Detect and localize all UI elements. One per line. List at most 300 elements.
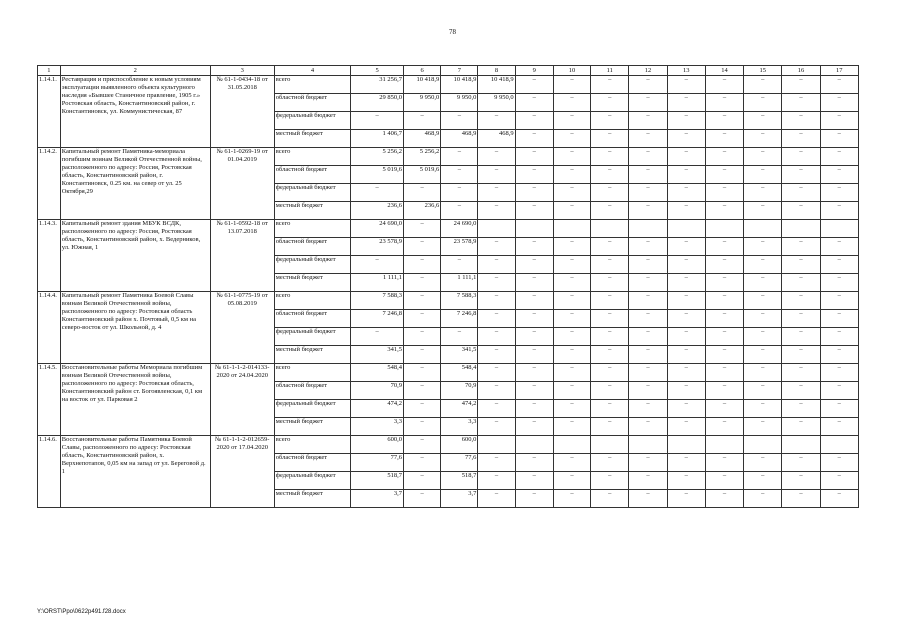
amount-cell: – — [403, 256, 440, 274]
amount-cell: 10 418,9 — [403, 76, 440, 94]
amount-cell: – — [667, 238, 705, 256]
column-number: 16 — [782, 66, 820, 76]
amount-cell: – — [478, 454, 515, 472]
amount-cell: 5 019,6 — [351, 166, 404, 184]
amount-cell — [515, 436, 553, 454]
amount-cell: 5 256,2 — [351, 148, 404, 166]
amount-cell: – — [553, 184, 590, 202]
funding-source: всего — [274, 436, 351, 454]
amount-cell: – — [629, 418, 667, 436]
column-number: 10 — [553, 66, 590, 76]
amount-cell — [667, 220, 705, 238]
amount-cell: – — [441, 256, 478, 274]
amount-cell: – — [744, 418, 782, 436]
amount-cell: – — [744, 112, 782, 130]
amount-cell: – — [820, 238, 858, 256]
amount-cell: 10 418,9 — [478, 76, 515, 94]
amount-cell: – — [591, 184, 629, 202]
column-number: 17 — [820, 66, 858, 76]
amount-cell: – — [744, 148, 782, 166]
object-name: Восстановительные работы Памятника Боевой Славы, расположенного по адресу: Ростовская область, Константиновский район, х. Верхнепотапов, 0,05 км на запад от ул. Береговой д. 1 — [60, 436, 210, 508]
amount-cell: – — [591, 292, 629, 310]
funding-source: местный бюджет — [274, 418, 351, 436]
amount-cell: – — [629, 202, 667, 220]
item-number: 1.14.6. — [38, 436, 61, 508]
amount-cell: – — [441, 184, 478, 202]
funding-source: областной бюджет — [274, 94, 351, 112]
amount-cell: 70,9 — [441, 382, 478, 400]
page-number: 78 — [449, 28, 456, 36]
amount-cell: – — [591, 418, 629, 436]
amount-cell: 7 246,8 — [351, 310, 404, 328]
amount-cell: 1 111,1 — [351, 274, 404, 292]
funding-source: местный бюджет — [274, 274, 351, 292]
amount-cell: 7 588,3 — [351, 292, 404, 310]
funding-source: областной бюджет — [274, 238, 351, 256]
amount-cell: – — [591, 346, 629, 364]
amount-cell: 3,3 — [351, 418, 404, 436]
amount-cell: – — [820, 76, 858, 94]
amount-cell — [705, 436, 743, 454]
amount-cell: – — [744, 184, 782, 202]
amount-cell: – — [553, 112, 590, 130]
table-row — [38, 220, 859, 238]
amount-cell: – — [553, 382, 590, 400]
table-row — [38, 76, 859, 94]
funding-source: всего — [274, 220, 351, 238]
amount-cell: 5 019,6 — [403, 166, 440, 184]
column-number-header — [38, 66, 859, 76]
object-name: Капитальный ремонт Памятника-мемориала погибшим воинам Великой Отечественной войны, расположенного по адресу: Россия, Ростовская область, Константиновский район, г. Константиновск, 0.25 км. на север от ул. 25 Октября,29 — [60, 148, 210, 220]
amount-cell: 3,7 — [441, 490, 478, 508]
amount-cell: – — [744, 292, 782, 310]
amount-cell: – — [591, 112, 629, 130]
amount-cell: – — [705, 94, 743, 112]
amount-cell: – — [629, 328, 667, 346]
amount-cell: – — [515, 184, 553, 202]
amount-cell: – — [351, 328, 404, 346]
amount-cell: – — [515, 346, 553, 364]
amount-cell: – — [478, 346, 515, 364]
amount-cell: 29 850,0 — [351, 94, 404, 112]
amount-cell: – — [744, 382, 782, 400]
amount-cell: 24 690,0 — [351, 220, 404, 238]
amount-cell: – — [591, 166, 629, 184]
amount-cell: 3,7 — [351, 490, 404, 508]
amount-cell: – — [629, 364, 667, 382]
amount-cell: – — [744, 76, 782, 94]
amount-cell: – — [515, 472, 553, 490]
funding-source: областной бюджет — [274, 310, 351, 328]
amount-cell: – — [515, 418, 553, 436]
funding-source: федеральный бюджет — [274, 184, 351, 202]
amount-cell — [705, 220, 743, 238]
amount-cell: – — [667, 310, 705, 328]
amount-cell: – — [705, 76, 743, 94]
amount-cell — [629, 220, 667, 238]
amount-cell: – — [667, 328, 705, 346]
amount-cell: 31 256,7 — [351, 76, 404, 94]
column-number: 12 — [629, 66, 667, 76]
amount-cell: – — [515, 382, 553, 400]
amount-cell — [553, 220, 590, 238]
amount-cell: – — [705, 202, 743, 220]
amount-cell: – — [591, 130, 629, 148]
amount-cell: – — [667, 112, 705, 130]
funding-source: местный бюджет — [274, 490, 351, 508]
amount-cell: – — [515, 454, 553, 472]
amount-cell: – — [441, 112, 478, 130]
amount-cell: – — [820, 382, 858, 400]
amount-cell: 70,9 — [351, 382, 404, 400]
amount-cell: – — [515, 310, 553, 328]
amount-cell: – — [705, 274, 743, 292]
amount-cell: – — [553, 256, 590, 274]
amount-cell: – — [667, 490, 705, 508]
funding-source: всего — [274, 364, 351, 382]
amount-cell: – — [553, 346, 590, 364]
amount-cell: – — [553, 418, 590, 436]
amount-cell: – — [403, 490, 440, 508]
amount-cell: – — [403, 274, 440, 292]
column-number: 13 — [667, 66, 705, 76]
amount-cell — [782, 436, 820, 454]
amount-cell: – — [478, 166, 515, 184]
amount-cell: – — [441, 202, 478, 220]
amount-cell: – — [667, 400, 705, 418]
amount-cell: – — [403, 238, 440, 256]
object-name: Реставрация и приспособление к новым условиям эксплуатации выявленного объекта культурного наследия «Бывшее Станичное правление, 1905 г.» Ростовская область, Константиновский район, г. Константиновск, ул. Коммунистическая, 87 — [60, 76, 210, 148]
object-name: Восстановительные работы Мемориала погибшим воинам Великой Отечественной войны, расположенного по адресу: Ростовская область, Константиновский район ст. Богоявленская, 0,1 км на восток от ул. Парковая 2 — [60, 364, 210, 436]
amount-cell: – — [667, 184, 705, 202]
table-row — [38, 364, 859, 382]
amount-cell: – — [591, 274, 629, 292]
amount-cell: 1 406,7 — [351, 130, 404, 148]
amount-cell: – — [478, 256, 515, 274]
amount-cell: – — [744, 328, 782, 346]
amount-cell: – — [403, 292, 440, 310]
amount-cell: 5 256,2 — [403, 148, 440, 166]
amount-cell: – — [744, 472, 782, 490]
amount-cell: – — [629, 148, 667, 166]
amount-cell: 9 950,0 — [478, 94, 515, 112]
amount-cell: – — [744, 364, 782, 382]
amount-cell: – — [515, 148, 553, 166]
amount-cell: – — [820, 472, 858, 490]
amount-cell: – — [782, 364, 820, 382]
amount-cell: – — [629, 274, 667, 292]
column-number: 9 — [515, 66, 553, 76]
amount-cell: – — [591, 76, 629, 94]
amount-cell: – — [591, 238, 629, 256]
amount-cell: – — [629, 454, 667, 472]
amount-cell: – — [553, 364, 590, 382]
funding-source: местный бюджет — [274, 202, 351, 220]
table-row — [38, 148, 859, 166]
amount-cell: – — [403, 472, 440, 490]
amount-cell: – — [744, 454, 782, 472]
amount-cell: – — [478, 148, 515, 166]
amount-cell: 468,9 — [478, 130, 515, 148]
amount-cell: – — [782, 292, 820, 310]
amount-cell: 518,7 — [351, 472, 404, 490]
amount-cell: – — [351, 184, 404, 202]
amount-cell: – — [591, 256, 629, 274]
amount-cell: – — [515, 364, 553, 382]
amount-cell: – — [782, 310, 820, 328]
document-ref: № 61-1-1-2-014133-2020 от 24.04.2020 — [210, 364, 274, 436]
amount-cell: – — [705, 382, 743, 400]
amount-cell: – — [629, 346, 667, 364]
amount-cell: – — [591, 310, 629, 328]
amount-cell: – — [553, 148, 590, 166]
amount-cell: – — [820, 490, 858, 508]
amount-cell: – — [629, 256, 667, 274]
amount-cell: – — [591, 148, 629, 166]
amount-cell: 10 418,9 — [441, 76, 478, 94]
amount-cell: – — [705, 148, 743, 166]
amount-cell: – — [515, 238, 553, 256]
amount-cell: – — [629, 292, 667, 310]
amount-cell: – — [820, 112, 858, 130]
amount-cell: – — [591, 364, 629, 382]
amount-cell: – — [403, 418, 440, 436]
amount-cell: – — [629, 400, 667, 418]
amount-cell: – — [744, 256, 782, 274]
funding-source: областной бюджет — [274, 454, 351, 472]
amount-cell: – — [403, 454, 440, 472]
amount-cell: 548,4 — [441, 364, 478, 382]
amount-cell: – — [478, 112, 515, 130]
amount-cell: 548,4 — [351, 364, 404, 382]
amount-cell: 468,9 — [403, 130, 440, 148]
amount-cell: – — [744, 130, 782, 148]
amount-cell: 9 950,0 — [403, 94, 440, 112]
amount-cell: – — [667, 256, 705, 274]
column-number: 5 — [351, 66, 404, 76]
amount-cell: – — [591, 400, 629, 418]
amount-cell: 341,5 — [351, 346, 404, 364]
amount-cell: – — [553, 454, 590, 472]
funding-source: всего — [274, 292, 351, 310]
funding-source: федеральный бюджет — [274, 112, 351, 130]
amount-cell — [667, 436, 705, 454]
table-row — [38, 292, 859, 310]
amount-cell: – — [478, 292, 515, 310]
amount-cell: 3,3 — [441, 418, 478, 436]
amount-cell: 9 950,0 — [441, 94, 478, 112]
amount-cell: – — [705, 418, 743, 436]
amount-cell: – — [553, 490, 590, 508]
amount-cell: – — [629, 94, 667, 112]
amount-cell — [744, 436, 782, 454]
amount-cell: – — [591, 472, 629, 490]
amount-cell: – — [705, 130, 743, 148]
amount-cell: – — [667, 346, 705, 364]
funding-source: всего — [274, 148, 351, 166]
amount-cell: – — [705, 328, 743, 346]
amount-cell: – — [667, 418, 705, 436]
amount-cell — [820, 436, 858, 454]
amount-cell: – — [403, 310, 440, 328]
amount-cell: – — [553, 310, 590, 328]
amount-cell: 236,6 — [403, 202, 440, 220]
amount-cell: – — [553, 166, 590, 184]
column-number: 7 — [441, 66, 478, 76]
amount-cell: – — [515, 292, 553, 310]
amount-cell: – — [403, 364, 440, 382]
amount-cell: – — [478, 328, 515, 346]
amount-cell: – — [705, 292, 743, 310]
amount-cell: – — [705, 346, 743, 364]
amount-cell: – — [705, 166, 743, 184]
amount-cell: – — [441, 166, 478, 184]
funding-source: всего — [274, 76, 351, 94]
funding-source: областной бюджет — [274, 382, 351, 400]
column-number: 14 — [705, 66, 743, 76]
amount-cell: – — [820, 346, 858, 364]
amount-cell: – — [515, 130, 553, 148]
amount-cell: – — [515, 328, 553, 346]
amount-cell: 236,6 — [351, 202, 404, 220]
amount-cell: – — [553, 274, 590, 292]
amount-cell: – — [553, 400, 590, 418]
amount-cell — [515, 220, 553, 238]
amount-cell: – — [403, 328, 440, 346]
amount-cell: – — [553, 292, 590, 310]
amount-cell: – — [782, 400, 820, 418]
amount-cell: – — [478, 364, 515, 382]
amount-cell: – — [782, 130, 820, 148]
amount-cell: – — [782, 184, 820, 202]
amount-cell: – — [591, 202, 629, 220]
amount-cell: – — [782, 454, 820, 472]
amount-cell: – — [403, 112, 440, 130]
amount-cell: – — [820, 256, 858, 274]
column-number: 4 — [274, 66, 351, 76]
column-number: 6 — [403, 66, 440, 76]
amount-cell: – — [705, 490, 743, 508]
amount-cell: 23 578,9 — [441, 238, 478, 256]
amount-cell: – — [515, 274, 553, 292]
amount-cell: – — [478, 202, 515, 220]
document-ref: № 61-1-0434-18 от 31.05.2018 — [210, 76, 274, 148]
amount-cell — [478, 436, 515, 454]
amount-cell: – — [629, 166, 667, 184]
amount-cell: – — [667, 454, 705, 472]
amount-cell — [591, 436, 629, 454]
amount-cell: – — [515, 94, 553, 112]
amount-cell: – — [591, 454, 629, 472]
amount-cell: – — [629, 310, 667, 328]
amount-cell: – — [478, 400, 515, 418]
amount-cell: 518,7 — [441, 472, 478, 490]
amount-cell: – — [705, 112, 743, 130]
amount-cell: – — [591, 490, 629, 508]
amount-cell: – — [705, 238, 743, 256]
amount-cell: – — [553, 202, 590, 220]
amount-cell: – — [744, 238, 782, 256]
amount-cell — [553, 436, 590, 454]
amount-cell: – — [820, 130, 858, 148]
item-number: 1.14.4. — [38, 292, 61, 364]
amount-cell — [782, 220, 820, 238]
amount-cell: 1 111,1 — [441, 274, 478, 292]
funding-source: федеральный бюджет — [274, 472, 351, 490]
amount-cell: 341,5 — [441, 346, 478, 364]
amount-cell: 77,6 — [351, 454, 404, 472]
object-name: Капитальный ремонт Памятника Боевой Славы воинам Великой Отечественной войны, расположенного по адресу: Ростовская область Константиновский район х. Почтовый, 0,5 км на северо-восток от ул. Школьной, д. 4 — [60, 292, 210, 364]
item-number: 1.14.5. — [38, 364, 61, 436]
amount-cell: – — [441, 148, 478, 166]
amount-cell: – — [478, 238, 515, 256]
amount-cell: – — [629, 238, 667, 256]
amount-cell: – — [478, 490, 515, 508]
amount-cell: – — [744, 202, 782, 220]
amount-cell: – — [515, 76, 553, 94]
amount-cell — [744, 220, 782, 238]
amount-cell: 7 246,8 — [441, 310, 478, 328]
column-number: 15 — [744, 66, 782, 76]
amount-cell: – — [403, 382, 440, 400]
amount-cell: – — [553, 328, 590, 346]
funding-source: федеральный бюджет — [274, 256, 351, 274]
amount-cell: – — [667, 274, 705, 292]
amount-cell: – — [515, 202, 553, 220]
amount-cell: – — [820, 166, 858, 184]
amount-cell: – — [744, 346, 782, 364]
amount-cell: – — [667, 364, 705, 382]
amount-cell: – — [667, 76, 705, 94]
amount-cell: 600,0 — [441, 436, 478, 454]
amount-cell: – — [629, 472, 667, 490]
amount-cell: – — [705, 454, 743, 472]
amount-cell: – — [782, 148, 820, 166]
amount-cell — [629, 436, 667, 454]
amount-cell: – — [820, 418, 858, 436]
amount-cell: 468,9 — [441, 130, 478, 148]
column-number: 3 — [210, 66, 274, 76]
amount-cell: – — [744, 490, 782, 508]
amount-cell: – — [782, 202, 820, 220]
amount-cell: – — [351, 256, 404, 274]
funding-source: местный бюджет — [274, 346, 351, 364]
amount-cell: 474,2 — [441, 400, 478, 418]
amount-cell: – — [782, 490, 820, 508]
amount-cell: – — [515, 112, 553, 130]
amount-cell: – — [403, 184, 440, 202]
amount-cell: – — [478, 274, 515, 292]
amount-cell: – — [629, 490, 667, 508]
amount-cell: – — [629, 76, 667, 94]
document-ref: № 61-1-1-2-012659-2020 от 17.04.2020 — [210, 436, 274, 508]
object-name: Капитальный ремонт здания МБУК ВСДК, расположенного по адресу: Россия, Ростовская область, Константиновский район, х. Ведерников, ул. Южная, 1 — [60, 220, 210, 292]
amount-cell: – — [351, 112, 404, 130]
amount-cell: – — [705, 364, 743, 382]
document-ref: № 61-1-0269-19 от 01.04.2019 — [210, 148, 274, 220]
funding-source: федеральный бюджет — [274, 328, 351, 346]
amount-cell: – — [553, 472, 590, 490]
amount-cell: – — [667, 472, 705, 490]
amount-cell: – — [744, 400, 782, 418]
column-number: 2 — [60, 66, 210, 76]
amount-cell: – — [782, 76, 820, 94]
document-ref: № 61-1-0592-18 от 13.07.2018 — [210, 220, 274, 292]
amount-cell: – — [744, 274, 782, 292]
amount-cell: – — [403, 346, 440, 364]
amount-cell: – — [478, 472, 515, 490]
amount-cell: – — [478, 310, 515, 328]
